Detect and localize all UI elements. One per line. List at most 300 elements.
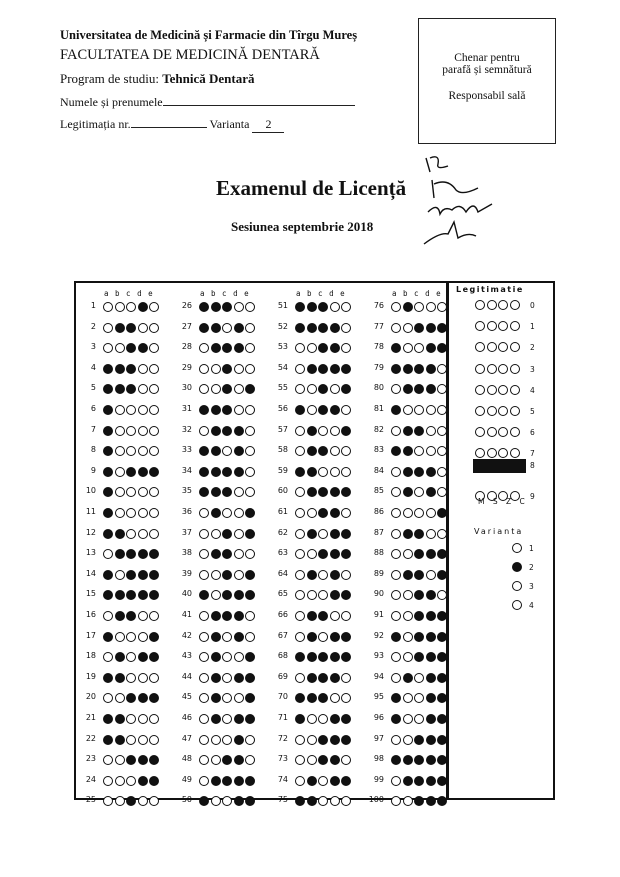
answer-bubble[interactable]	[295, 796, 305, 806]
answer-bubble[interactable]	[330, 632, 340, 642]
answer-bubble[interactable]	[222, 364, 232, 374]
answer-bubble[interactable]	[103, 570, 113, 580]
answer-bubble[interactable]	[391, 323, 401, 333]
answer-bubble[interactable]	[138, 796, 148, 806]
answer-bubble[interactable]	[149, 632, 159, 642]
answer-bubble[interactable]	[126, 632, 136, 642]
answer-bubble[interactable]	[307, 364, 317, 374]
answer-bubble[interactable]	[330, 384, 340, 394]
answer-bubble[interactable]	[391, 632, 401, 642]
answer-bubble[interactable]	[126, 529, 136, 539]
answer-bubble[interactable]	[341, 323, 351, 333]
answer-bubble[interactable]	[330, 693, 340, 703]
answer-bubble[interactable]	[211, 487, 221, 497]
name-field[interactable]	[163, 105, 355, 106]
answer-bubble[interactable]	[414, 467, 424, 477]
answer-bubble[interactable]	[138, 632, 148, 642]
answer-bubble[interactable]	[115, 446, 125, 456]
answer-bubble[interactable]	[426, 755, 436, 765]
answer-bubble[interactable]	[403, 323, 413, 333]
answer-bubble[interactable]	[138, 405, 148, 415]
legitimatie-bubble[interactable]	[498, 300, 508, 310]
answer-bubble[interactable]	[426, 487, 436, 497]
answer-bubble[interactable]	[149, 364, 159, 374]
answer-bubble[interactable]	[403, 755, 413, 765]
answer-bubble[interactable]	[391, 508, 401, 518]
answer-bubble[interactable]	[234, 796, 244, 806]
answer-bubble[interactable]	[115, 632, 125, 642]
answer-bubble[interactable]	[307, 323, 317, 333]
answer-bubble[interactable]	[222, 735, 232, 745]
answer-bubble[interactable]	[437, 796, 447, 806]
answer-bubble[interactable]	[426, 446, 436, 456]
answer-bubble[interactable]	[222, 796, 232, 806]
answer-bubble[interactable]	[426, 323, 436, 333]
legitimatie-bubble[interactable]	[510, 385, 520, 395]
answer-bubble[interactable]	[149, 714, 159, 724]
answer-bubble[interactable]	[341, 302, 351, 312]
answer-bubble[interactable]	[245, 570, 255, 580]
answer-bubble[interactable]	[222, 673, 232, 683]
answer-bubble[interactable]	[414, 673, 424, 683]
answer-bubble[interactable]	[391, 426, 401, 436]
answer-bubble[interactable]	[391, 570, 401, 580]
legitimatie-bubble[interactable]	[475, 406, 485, 416]
answer-bubble[interactable]	[234, 549, 244, 559]
answer-bubble[interactable]	[245, 426, 255, 436]
answer-bubble[interactable]	[115, 776, 125, 786]
answer-bubble[interactable]	[403, 652, 413, 662]
answer-bubble[interactable]	[245, 405, 255, 415]
answer-bubble[interactable]	[149, 776, 159, 786]
answer-bubble[interactable]	[330, 508, 340, 518]
answer-bubble[interactable]	[403, 693, 413, 703]
answer-bubble[interactable]	[234, 467, 244, 477]
answer-bubble[interactable]	[318, 508, 328, 518]
answer-bubble[interactable]	[115, 549, 125, 559]
answer-bubble[interactable]	[307, 384, 317, 394]
answer-bubble[interactable]	[115, 364, 125, 374]
answer-bubble[interactable]	[115, 611, 125, 621]
answer-bubble[interactable]	[126, 735, 136, 745]
answer-bubble[interactable]	[222, 570, 232, 580]
answer-bubble[interactable]	[318, 467, 328, 477]
answer-bubble[interactable]	[414, 364, 424, 374]
answer-bubble[interactable]	[115, 426, 125, 436]
answer-bubble[interactable]	[307, 426, 317, 436]
legitimatie-bubble[interactable]	[487, 427, 497, 437]
answer-bubble[interactable]	[414, 323, 424, 333]
answer-bubble[interactable]	[211, 776, 221, 786]
answer-bubble[interactable]	[426, 405, 436, 415]
answer-bubble[interactable]	[126, 302, 136, 312]
answer-bubble[interactable]	[403, 343, 413, 353]
answer-bubble[interactable]	[341, 735, 351, 745]
legitimatie-bubble[interactable]	[510, 364, 520, 374]
answer-bubble[interactable]	[138, 426, 148, 436]
answer-bubble[interactable]	[149, 405, 159, 415]
answer-bubble[interactable]	[330, 611, 340, 621]
id-field[interactable]	[131, 127, 207, 128]
answer-bubble[interactable]	[391, 776, 401, 786]
answer-bubble[interactable]	[330, 735, 340, 745]
answer-bubble[interactable]	[211, 384, 221, 394]
answer-bubble[interactable]	[426, 632, 436, 642]
answer-bubble[interactable]	[318, 673, 328, 683]
answer-bubble[interactable]	[330, 714, 340, 724]
answer-bubble[interactable]	[295, 323, 305, 333]
answer-bubble[interactable]	[426, 570, 436, 580]
answer-bubble[interactable]	[426, 776, 436, 786]
legitimatie-bubble[interactable]	[498, 385, 508, 395]
answer-bubble[interactable]	[341, 467, 351, 477]
answer-bubble[interactable]	[199, 776, 209, 786]
answer-bubble[interactable]	[245, 776, 255, 786]
answer-bubble[interactable]	[211, 529, 221, 539]
answer-bubble[interactable]	[318, 611, 328, 621]
answer-bubble[interactable]	[403, 590, 413, 600]
answer-bubble[interactable]	[403, 549, 413, 559]
answer-bubble[interactable]	[341, 426, 351, 436]
answer-bubble[interactable]	[307, 652, 317, 662]
answer-bubble[interactable]	[391, 302, 401, 312]
answer-bubble[interactable]	[211, 796, 221, 806]
answer-bubble[interactable]	[330, 426, 340, 436]
answer-bubble[interactable]	[295, 405, 305, 415]
answer-bubble[interactable]	[126, 426, 136, 436]
answer-bubble[interactable]	[330, 364, 340, 374]
answer-bubble[interactable]	[211, 735, 221, 745]
answer-bubble[interactable]	[138, 467, 148, 477]
answer-bubble[interactable]	[126, 776, 136, 786]
answer-bubble[interactable]	[115, 467, 125, 477]
answer-bubble[interactable]	[222, 632, 232, 642]
answer-bubble[interactable]	[211, 693, 221, 703]
answer-bubble[interactable]	[426, 735, 436, 745]
answer-bubble[interactable]	[199, 714, 209, 724]
answer-bubble[interactable]	[307, 508, 317, 518]
answer-bubble[interactable]	[437, 714, 447, 724]
answer-bubble[interactable]	[234, 673, 244, 683]
answer-bubble[interactable]	[222, 776, 232, 786]
legitimatie-bubble[interactable]	[487, 321, 497, 331]
answer-bubble[interactable]	[437, 735, 447, 745]
answer-bubble[interactable]	[149, 508, 159, 518]
answer-bubble[interactable]	[222, 323, 232, 333]
answer-bubble[interactable]	[149, 611, 159, 621]
answer-bubble[interactable]	[307, 611, 317, 621]
answer-bubble[interactable]	[138, 302, 148, 312]
answer-bubble[interactable]	[126, 508, 136, 518]
answer-bubble[interactable]	[245, 796, 255, 806]
answer-bubble[interactable]	[245, 632, 255, 642]
answer-bubble[interactable]	[426, 302, 436, 312]
answer-bubble[interactable]	[126, 364, 136, 374]
answer-bubble[interactable]	[403, 632, 413, 642]
answer-bubble[interactable]	[330, 302, 340, 312]
answer-bubble[interactable]	[318, 570, 328, 580]
answer-bubble[interactable]	[234, 570, 244, 580]
answer-bubble[interactable]	[222, 302, 232, 312]
answer-bubble[interactable]	[318, 796, 328, 806]
answer-bubble[interactable]	[211, 611, 221, 621]
legitimatie-bubble[interactable]	[475, 300, 485, 310]
answer-bubble[interactable]	[234, 632, 244, 642]
answer-bubble[interactable]	[245, 508, 255, 518]
answer-bubble[interactable]	[222, 426, 232, 436]
answer-bubble[interactable]	[414, 405, 424, 415]
varianta-bubble[interactable]	[512, 581, 522, 591]
answer-bubble[interactable]	[149, 467, 159, 477]
answer-bubble[interactable]	[403, 508, 413, 518]
answer-bubble[interactable]	[426, 590, 436, 600]
answer-bubble[interactable]	[307, 549, 317, 559]
answer-bubble[interactable]	[307, 467, 317, 477]
answer-bubble[interactable]	[318, 302, 328, 312]
answer-bubble[interactable]	[295, 714, 305, 724]
answer-bubble[interactable]	[318, 426, 328, 436]
answer-bubble[interactable]	[126, 796, 136, 806]
answer-bubble[interactable]	[426, 714, 436, 724]
answer-bubble[interactable]	[437, 405, 447, 415]
answer-bubble[interactable]	[222, 508, 232, 518]
answer-bubble[interactable]	[403, 570, 413, 580]
answer-bubble[interactable]	[138, 508, 148, 518]
legitimatie-bubble[interactable]	[487, 385, 497, 395]
answer-bubble[interactable]	[295, 302, 305, 312]
answer-bubble[interactable]	[307, 590, 317, 600]
answer-bubble[interactable]	[403, 364, 413, 374]
answer-bubble[interactable]	[437, 529, 447, 539]
answer-bubble[interactable]	[103, 673, 113, 683]
answer-bubble[interactable]	[245, 673, 255, 683]
answer-bubble[interactable]	[341, 632, 351, 642]
answer-bubble[interactable]	[138, 590, 148, 600]
answer-bubble[interactable]	[414, 611, 424, 621]
legitimatie-bubble[interactable]	[487, 448, 497, 458]
answer-bubble[interactable]	[295, 776, 305, 786]
answer-bubble[interactable]	[426, 796, 436, 806]
answer-bubble[interactable]	[211, 405, 221, 415]
answer-bubble[interactable]	[126, 405, 136, 415]
answer-bubble[interactable]	[103, 323, 113, 333]
answer-bubble[interactable]	[234, 755, 244, 765]
answer-bubble[interactable]	[437, 776, 447, 786]
answer-bubble[interactable]	[211, 632, 221, 642]
answer-bubble[interactable]	[403, 714, 413, 724]
answer-bubble[interactable]	[199, 323, 209, 333]
answer-bubble[interactable]	[103, 632, 113, 642]
answer-bubble[interactable]	[115, 343, 125, 353]
answer-bubble[interactable]	[330, 323, 340, 333]
answer-bubble[interactable]	[307, 714, 317, 724]
answer-bubble[interactable]	[414, 632, 424, 642]
answer-bubble[interactable]	[211, 570, 221, 580]
answer-bubble[interactable]	[115, 735, 125, 745]
answer-bubble[interactable]	[245, 323, 255, 333]
answer-bubble[interactable]	[211, 549, 221, 559]
answer-bubble[interactable]	[138, 343, 148, 353]
answer-bubble[interactable]	[103, 405, 113, 415]
answer-bubble[interactable]	[115, 714, 125, 724]
answer-bubble[interactable]	[234, 590, 244, 600]
answer-bubble[interactable]	[307, 302, 317, 312]
answer-bubble[interactable]	[391, 714, 401, 724]
answer-bubble[interactable]	[149, 796, 159, 806]
answer-bubble[interactable]	[437, 632, 447, 642]
answer-bubble[interactable]	[426, 529, 436, 539]
answer-bubble[interactable]	[199, 735, 209, 745]
answer-bubble[interactable]	[403, 487, 413, 497]
answer-bubble[interactable]	[211, 673, 221, 683]
answer-bubble[interactable]	[115, 673, 125, 683]
answer-bubble[interactable]	[295, 529, 305, 539]
answer-bubble[interactable]	[437, 570, 447, 580]
answer-bubble[interactable]	[234, 652, 244, 662]
answer-bubble[interactable]	[138, 755, 148, 765]
answer-bubble[interactable]	[318, 735, 328, 745]
answer-bubble[interactable]	[295, 426, 305, 436]
answer-bubble[interactable]	[199, 508, 209, 518]
legitimatie-bubble[interactable]	[510, 342, 520, 352]
answer-bubble[interactable]	[403, 405, 413, 415]
answer-bubble[interactable]	[138, 652, 148, 662]
answer-bubble[interactable]	[318, 364, 328, 374]
variant-field[interactable]: 2	[252, 117, 284, 133]
answer-bubble[interactable]	[391, 529, 401, 539]
answer-bubble[interactable]	[295, 611, 305, 621]
answer-bubble[interactable]	[211, 364, 221, 374]
answer-bubble[interactable]	[149, 673, 159, 683]
answer-bubble[interactable]	[234, 611, 244, 621]
answer-bubble[interactable]	[414, 529, 424, 539]
answer-bubble[interactable]	[414, 714, 424, 724]
answer-bubble[interactable]	[341, 776, 351, 786]
answer-bubble[interactable]	[234, 487, 244, 497]
answer-bubble[interactable]	[391, 405, 401, 415]
answer-bubble[interactable]	[199, 302, 209, 312]
answer-bubble[interactable]	[414, 796, 424, 806]
answer-bubble[interactable]	[138, 570, 148, 580]
answer-bubble[interactable]	[307, 570, 317, 580]
answer-bubble[interactable]	[341, 508, 351, 518]
answer-bubble[interactable]	[211, 302, 221, 312]
answer-bubble[interactable]	[149, 426, 159, 436]
answer-bubble[interactable]	[222, 467, 232, 477]
answer-bubble[interactable]	[199, 632, 209, 642]
answer-bubble[interactable]	[341, 570, 351, 580]
answer-bubble[interactable]	[149, 302, 159, 312]
answer-bubble[interactable]	[341, 796, 351, 806]
answer-bubble[interactable]	[234, 426, 244, 436]
answer-bubble[interactable]	[295, 735, 305, 745]
answer-bubble[interactable]	[234, 302, 244, 312]
answer-bubble[interactable]	[330, 590, 340, 600]
answer-bubble[interactable]	[115, 384, 125, 394]
answer-bubble[interactable]	[295, 632, 305, 642]
answer-bubble[interactable]	[211, 755, 221, 765]
answer-bubble[interactable]	[330, 570, 340, 580]
answer-bubble[interactable]	[307, 673, 317, 683]
legitimatie-bubble[interactable]	[498, 364, 508, 374]
answer-bubble[interactable]	[330, 405, 340, 415]
legitimatie-bubble[interactable]	[510, 300, 520, 310]
legitimatie-bubble[interactable]	[475, 385, 485, 395]
answer-bubble[interactable]	[403, 611, 413, 621]
answer-bubble[interactable]	[234, 693, 244, 703]
answer-bubble[interactable]	[199, 796, 209, 806]
answer-bubble[interactable]	[437, 323, 447, 333]
answer-bubble[interactable]	[414, 508, 424, 518]
answer-bubble[interactable]	[245, 714, 255, 724]
answer-bubble[interactable]	[391, 364, 401, 374]
answer-bubble[interactable]	[341, 673, 351, 683]
answer-bubble[interactable]	[295, 467, 305, 477]
answer-bubble[interactable]	[199, 570, 209, 580]
answer-bubble[interactable]	[391, 735, 401, 745]
answer-bubble[interactable]	[426, 364, 436, 374]
answer-bubble[interactable]	[318, 776, 328, 786]
answer-bubble[interactable]	[149, 529, 159, 539]
answer-bubble[interactable]	[403, 384, 413, 394]
answer-bubble[interactable]	[403, 735, 413, 745]
answer-bubble[interactable]	[307, 487, 317, 497]
answer-bubble[interactable]	[222, 405, 232, 415]
answer-bubble[interactable]	[318, 405, 328, 415]
legitimatie-bubble[interactable]	[487, 406, 497, 416]
answer-bubble[interactable]	[330, 487, 340, 497]
answer-bubble[interactable]	[138, 323, 148, 333]
legitimatie-bubble[interactable]	[510, 448, 520, 458]
legitimatie-bubble[interactable]	[510, 406, 520, 416]
answer-bubble[interactable]	[199, 611, 209, 621]
answer-bubble[interactable]	[330, 673, 340, 683]
answer-bubble[interactable]	[211, 467, 221, 477]
answer-bubble[interactable]	[426, 549, 436, 559]
answer-bubble[interactable]	[330, 652, 340, 662]
answer-bubble[interactable]	[426, 508, 436, 518]
answer-bubble[interactable]	[199, 364, 209, 374]
answer-bubble[interactable]	[211, 446, 221, 456]
answer-bubble[interactable]	[437, 611, 447, 621]
answer-bubble[interactable]	[403, 529, 413, 539]
legitimatie-bubble[interactable]	[498, 406, 508, 416]
answer-bubble[interactable]	[234, 323, 244, 333]
answer-bubble[interactable]	[138, 446, 148, 456]
answer-bubble[interactable]	[330, 796, 340, 806]
answer-bubble[interactable]	[245, 467, 255, 477]
answer-bubble[interactable]	[115, 508, 125, 518]
answer-bubble[interactable]	[426, 693, 436, 703]
varianta-bubble[interactable]	[512, 543, 522, 553]
answer-bubble[interactable]	[126, 611, 136, 621]
answer-bubble[interactable]	[403, 302, 413, 312]
answer-bubble[interactable]	[307, 796, 317, 806]
answer-bubble[interactable]	[115, 487, 125, 497]
legitimatie-bubble[interactable]	[510, 427, 520, 437]
answer-bubble[interactable]	[330, 776, 340, 786]
answer-bubble[interactable]	[426, 343, 436, 353]
answer-bubble[interactable]	[138, 693, 148, 703]
answer-bubble[interactable]	[138, 364, 148, 374]
answer-bubble[interactable]	[414, 570, 424, 580]
answer-bubble[interactable]	[437, 508, 447, 518]
answer-bubble[interactable]	[115, 755, 125, 765]
answer-bubble[interactable]	[149, 735, 159, 745]
answer-bubble[interactable]	[126, 323, 136, 333]
answer-bubble[interactable]	[211, 343, 221, 353]
answer-bubble[interactable]	[307, 405, 317, 415]
